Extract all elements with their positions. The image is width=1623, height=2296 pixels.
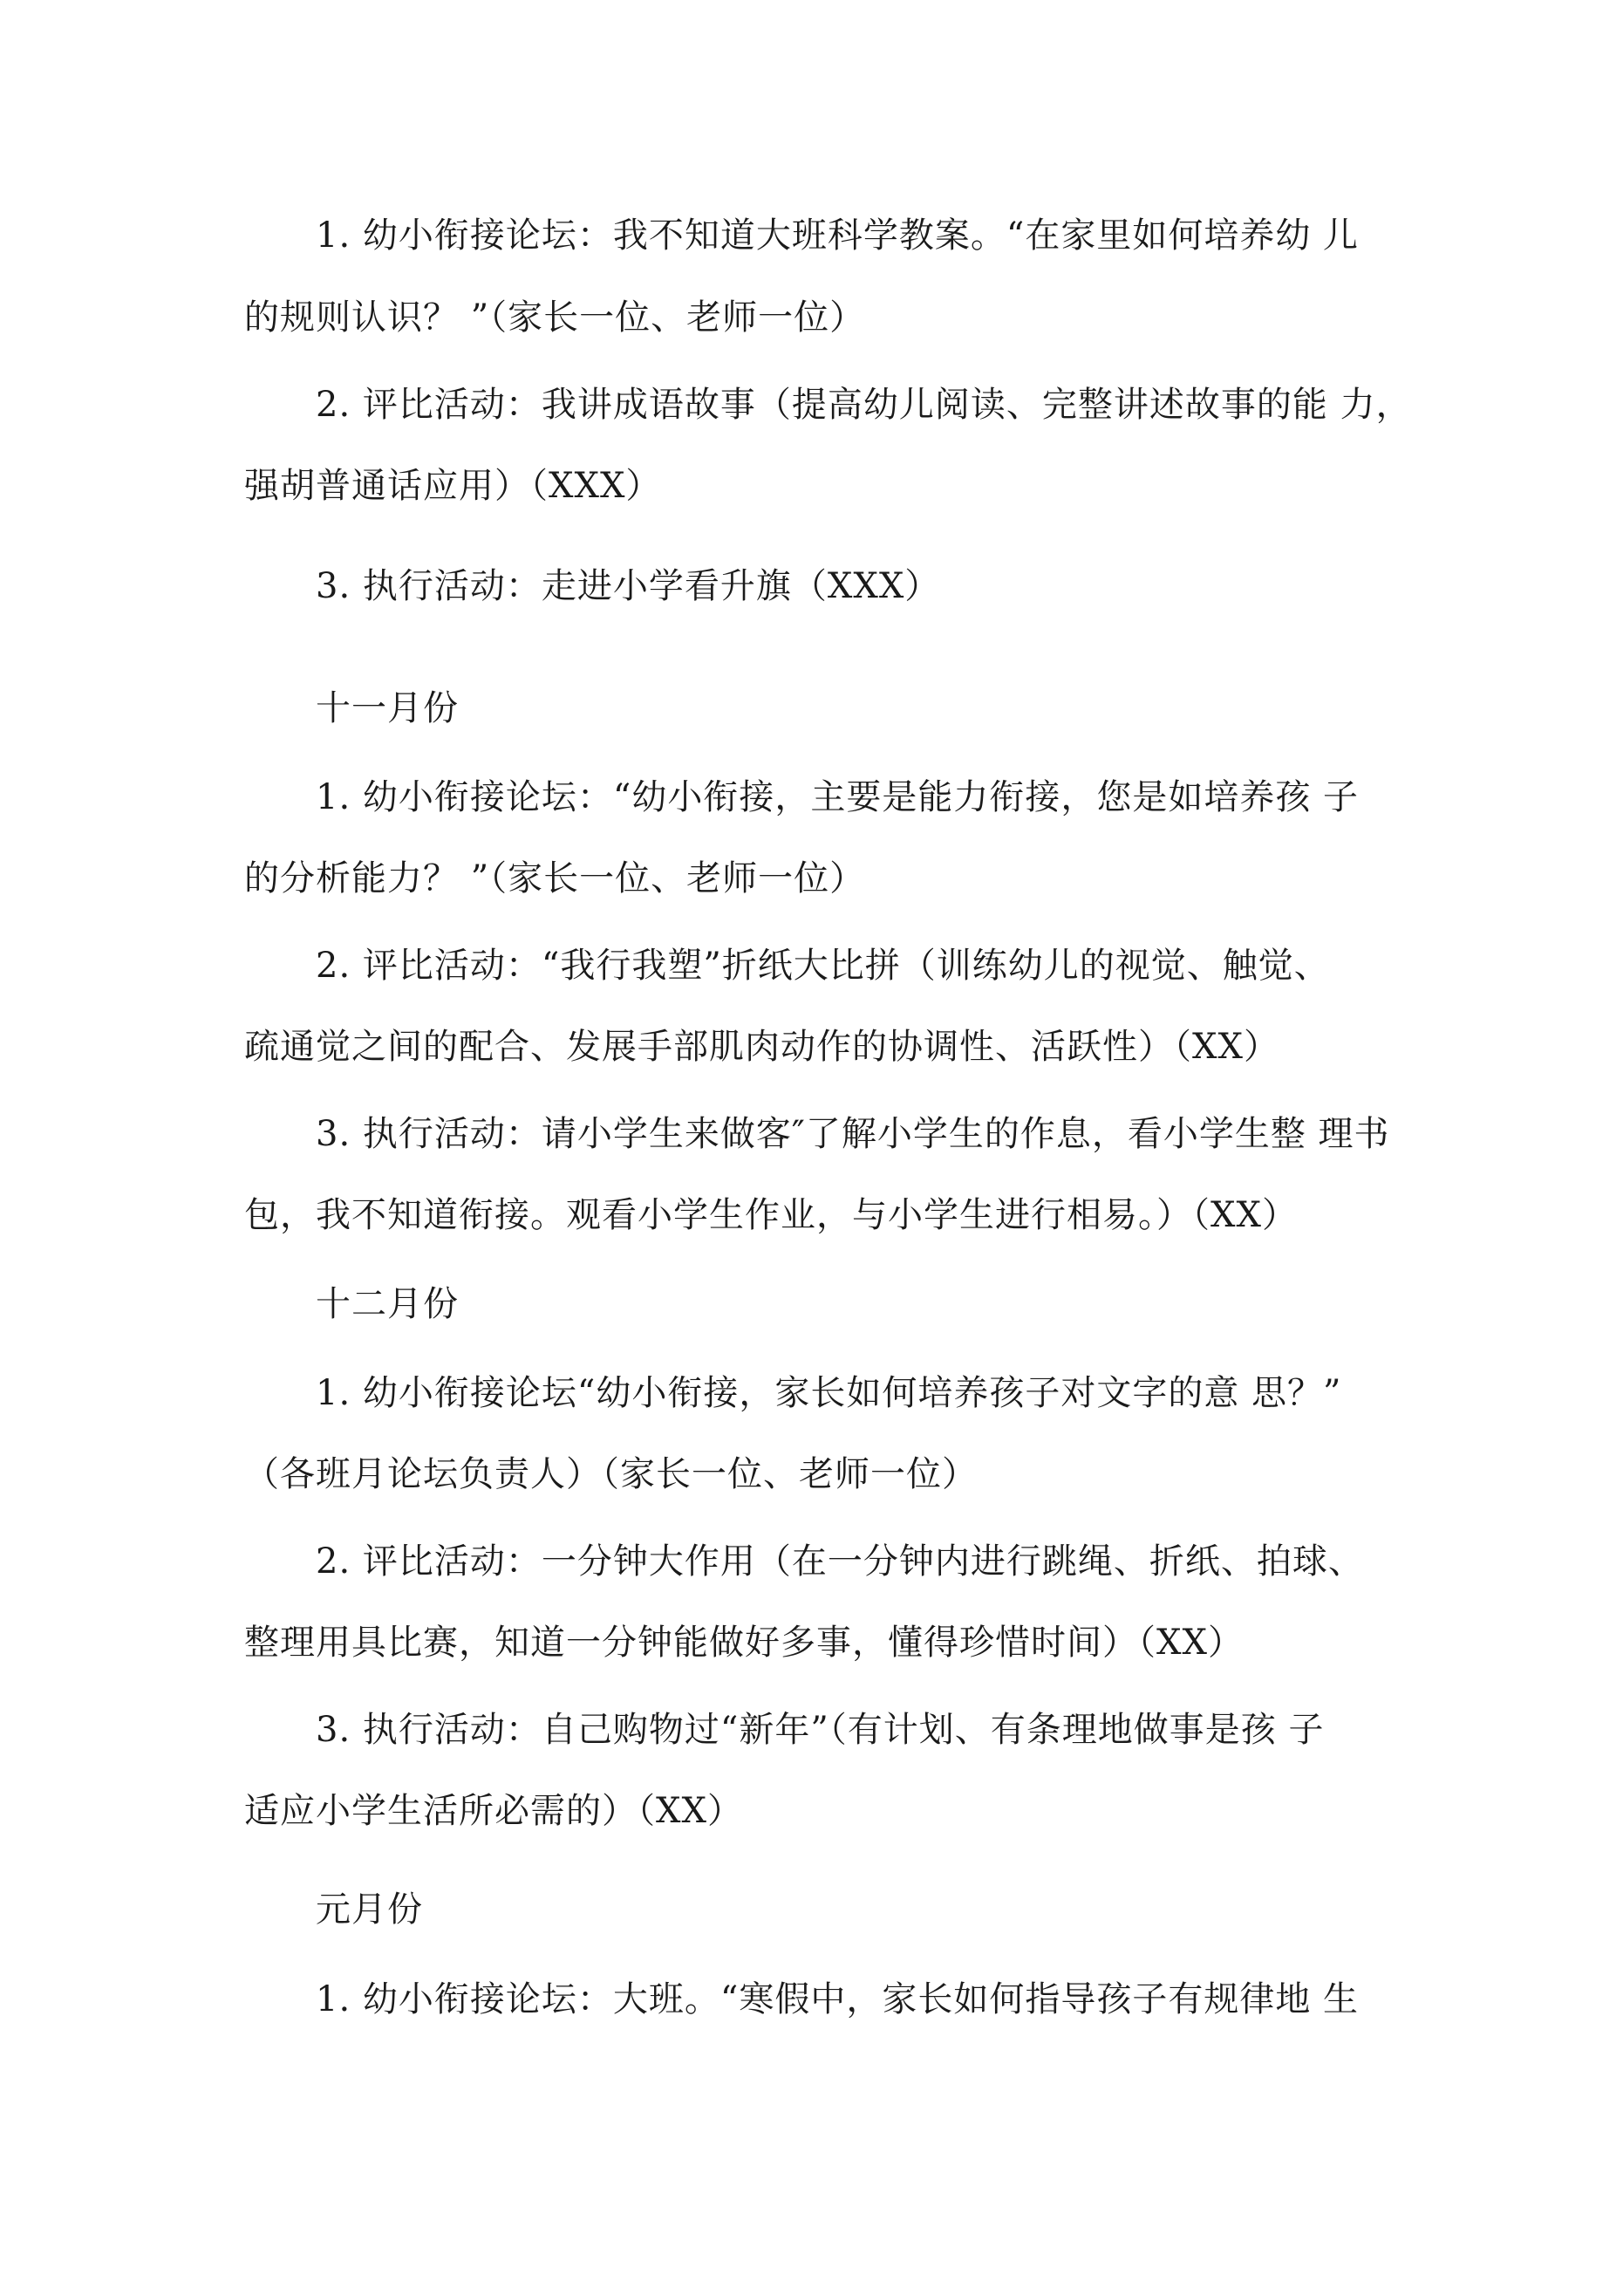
paragraph-line: （各班月论坛负责人）（家长一位、老师一位） (244, 1454, 978, 1494)
paragraph-line: 1. 幼小衔接论坛：“幼小衔接，主要是能力衔接，您是如培养孩 子 (316, 777, 1360, 817)
paragraph-line: 1. 幼小衔接论坛“幼小衔接，家长如何培养孩子对文字的意 思？” (316, 1373, 1342, 1413)
paragraph-line: 2. 评比活动：“我行我塑”折纸大比拼（训练幼儿的视觉、触觉、 (316, 946, 1330, 986)
paragraph-line: 包，我不知道衔接。观看小学生作业，与小学生进行相易。）（XX） (244, 1195, 1298, 1235)
paragraph-line: 3. 执行活动：自己购物过“新年”（有计划、有条理地做事是孩 子 (316, 1710, 1325, 1750)
paragraph-line: 2. 评比活动：一分钟大作用（在一分钟内进行跳绳、折纸、拍球、 (316, 1541, 1364, 1582)
paragraph-line: 整理用具比赛，知道一分钟能做好多事，懂得珍惜时间）（XX） (244, 1623, 1244, 1663)
paragraph-line: 疏通觉之间的配合、发展手部肌肉动作的协调性、活跃性）（XX） (244, 1027, 1279, 1067)
paragraph-line: 适应小学生活所必需的）（XX） (244, 1791, 743, 1831)
paragraph-line: 的分析能力？ ”（家长一位、老师一位） (244, 858, 866, 899)
paragraph-line: 3. 执行活动：请小学生来做客″了解小学生的作息，看小学生整 理书 (316, 1114, 1390, 1154)
paragraph-line: 1. 幼小衔接论坛：我不知道大班科学教案。“在家里如何培养幼 儿 (316, 215, 1360, 256)
paragraph-line: 2. 评比活动：我讲成语故事（提高幼儿阅读、完整讲述故事的能 力， (316, 385, 1412, 425)
paragraph-line: 的规则认识？ ”（家长一位、老师一位） (244, 297, 866, 338)
paragraph-line: 1. 幼小衔接论坛：大班。“寒假中，家长如何指导孩子有规律地 生 (316, 1979, 1360, 2019)
paragraph-line: 3. 执行活动：走进小学看升旗（XXX） (316, 566, 941, 606)
section-heading: 十一月份 (316, 688, 459, 728)
paragraph-line: 强胡普通话应用）（XXX） (244, 466, 662, 506)
section-heading: 十二月份 (316, 1284, 459, 1324)
section-heading: 元月份 (316, 1889, 423, 1930)
